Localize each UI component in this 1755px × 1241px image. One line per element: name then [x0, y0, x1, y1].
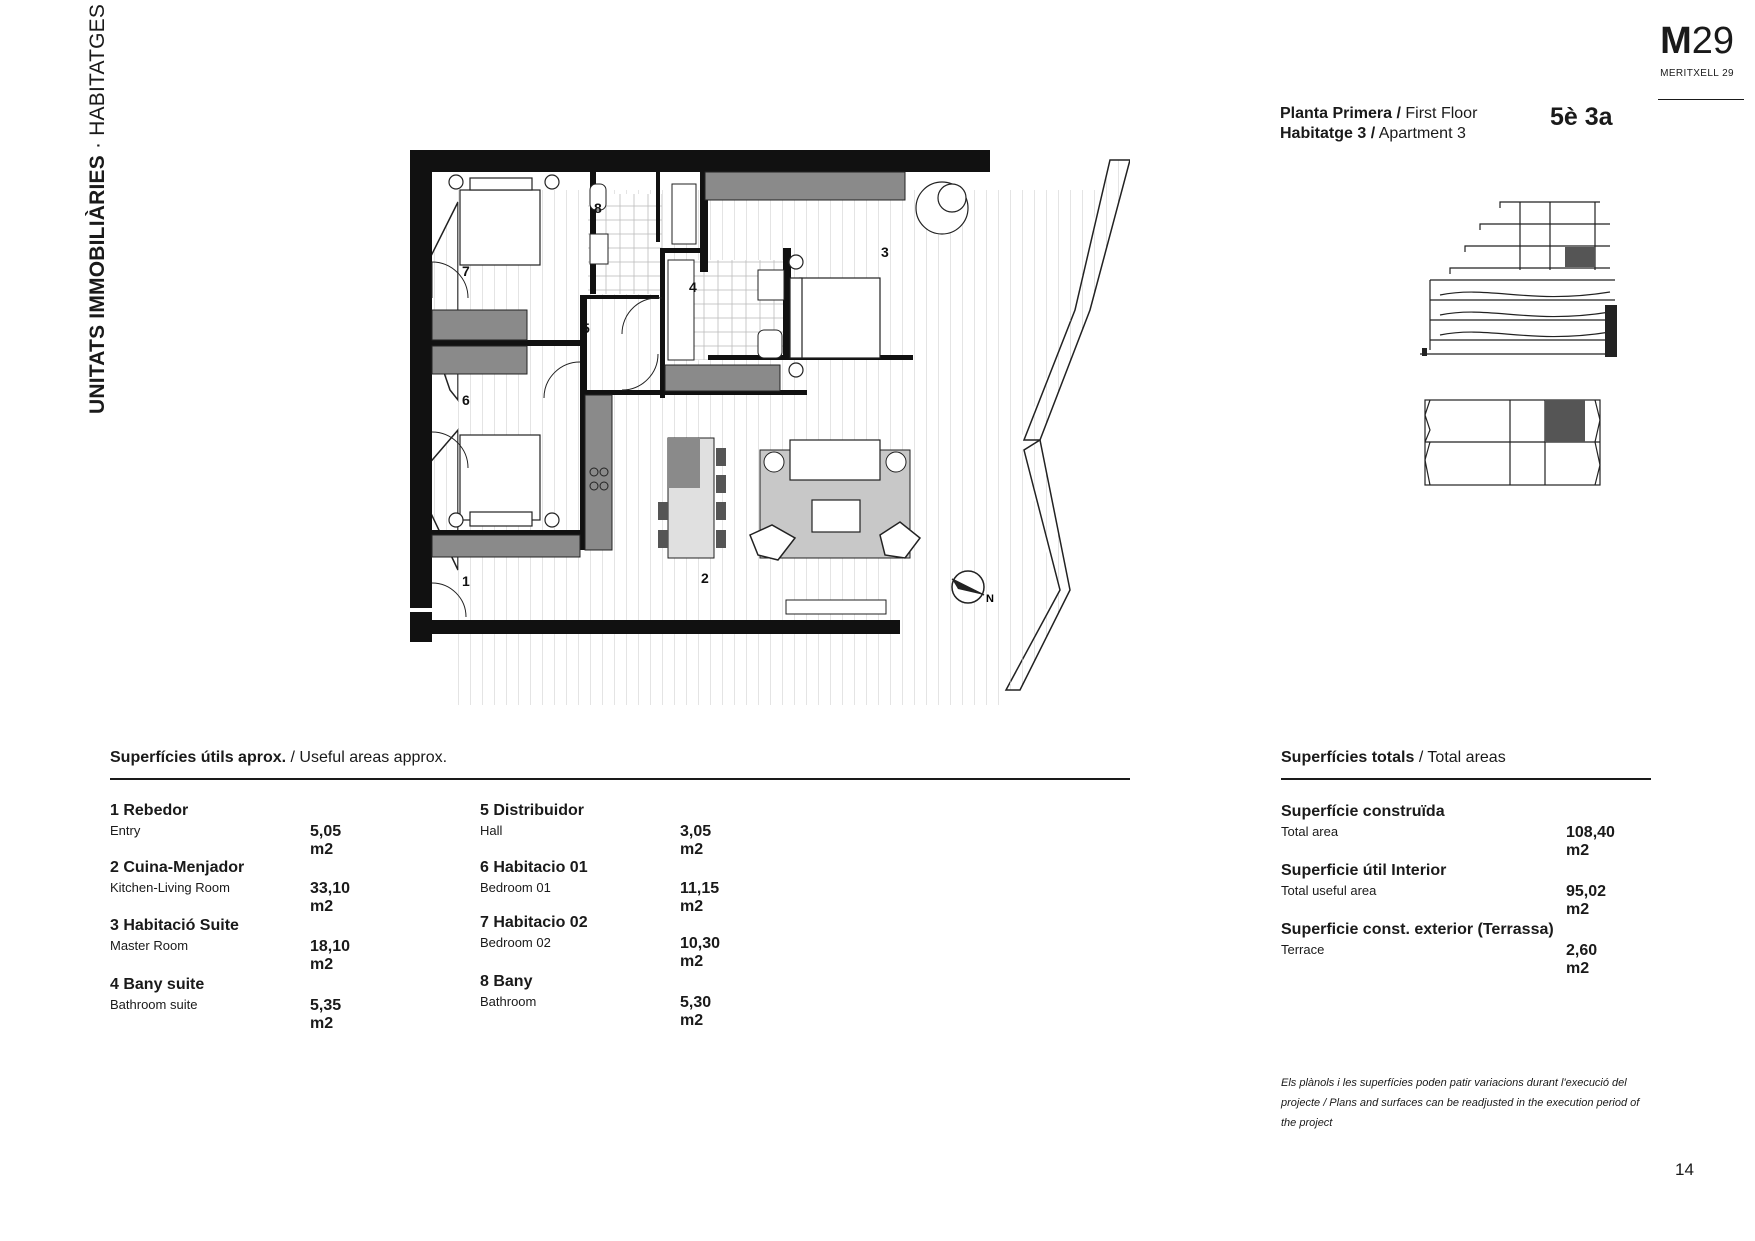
total-areas-heading-light: / Total areas	[1414, 749, 1506, 766]
room-sub: Kitchen-Living Room	[110, 880, 230, 895]
room-area: 5,05 m2	[310, 823, 342, 858]
total-name: Superficie útil Interior	[1281, 862, 1447, 879]
room-area: 18,10 m2	[310, 938, 351, 973]
compass-label: N	[986, 593, 994, 605]
total-useful	[1281, 862, 1607, 918]
logo-sub: MERITXELL 29	[1660, 68, 1734, 79]
total-sub: Total useful area	[1281, 883, 1377, 898]
room-sub: Master Room	[110, 938, 189, 953]
room-name: 7 Habitacio 02	[480, 914, 588, 931]
total-value: 95,02 m2	[1566, 883, 1607, 918]
compass	[952, 571, 984, 603]
room-number-7: 7	[462, 263, 470, 279]
room-sub: Hall	[480, 823, 503, 838]
room-bathroom	[480, 973, 712, 1029]
room-number-1: 1	[462, 573, 470, 589]
apartment-label-light: Apartment 3	[1375, 125, 1466, 142]
building-key-plan	[1410, 200, 1620, 500]
room-name: 2 Cuina-Menjador	[110, 859, 245, 876]
room-sub: Bathroom	[480, 994, 537, 1009]
room-sub: Bedroom 02	[480, 935, 551, 950]
logo-rule	[1658, 99, 1744, 100]
room-master	[110, 917, 351, 973]
total-name: Superfície construïda	[1281, 803, 1445, 820]
room-bedroom-01	[480, 859, 720, 915]
room-area: 5,35 m2	[310, 997, 342, 1032]
unit-code: 5è 3a	[1550, 103, 1613, 131]
total-value: 108,40 m2	[1566, 824, 1615, 859]
room-sub: Bathroom suite	[110, 997, 198, 1012]
total-value: 2,60 m2	[1566, 942, 1598, 977]
room-area: 11,15 m2	[680, 880, 720, 915]
total-sub: Terrace	[1281, 942, 1325, 957]
total-name: Superficie const. exterior (Terrassa)	[1281, 921, 1554, 938]
room-name: 4 Bany suite	[110, 976, 205, 993]
floor-info	[1280, 104, 1477, 144]
total-areas-rule	[1281, 778, 1651, 780]
side-title-light: · HABITATGES	[86, 3, 109, 156]
room-name: 3 Habitació Suite	[110, 917, 239, 934]
room-area: 5,30 m2	[680, 994, 712, 1029]
room-name: 1 Rebedor	[110, 802, 189, 819]
logo-mark-light: 29	[1691, 20, 1734, 62]
sofa	[790, 440, 880, 480]
side-title-strong: UNITATS IMMOBILIÀRIES	[86, 155, 109, 414]
room-area: 33,10 m2	[310, 880, 351, 915]
room-area: 3,05 m2	[680, 823, 712, 858]
side-title	[84, 3, 112, 416]
room-bedroom-02	[480, 914, 721, 970]
room-entry	[110, 802, 342, 858]
room-area: 10,30 m2	[680, 935, 721, 970]
total-areas-heading	[1281, 749, 1506, 767]
room-name: 8 Bany	[480, 973, 533, 990]
room-number-4: 4	[689, 279, 697, 295]
page-number: 14	[1675, 1160, 1694, 1179]
room-number-3: 3	[881, 244, 889, 260]
room-name: 5 Distribuidor	[480, 802, 585, 819]
room-kitchen-living	[110, 859, 351, 915]
room-bath-suite	[110, 976, 342, 1032]
logo-mark-bold: M	[1660, 20, 1692, 62]
room-number-5: 5	[582, 320, 590, 336]
room-sub: Entry	[110, 823, 141, 838]
floor-label-bold: Planta Primera /	[1280, 105, 1401, 122]
room-number-6: 6	[462, 392, 470, 408]
room-name: 6 Habitacio 01	[480, 859, 588, 876]
useful-areas-heading-light: / Useful areas approx.	[286, 749, 448, 766]
room-number-8: 8	[594, 200, 602, 216]
total-sub: Total area	[1281, 824, 1339, 839]
floor-label-light: First Floor	[1400, 105, 1478, 122]
total-built	[1281, 803, 1615, 859]
floor-plan	[410, 150, 1130, 720]
useful-areas-heading-bold: Superfícies útils aprox.	[110, 749, 287, 766]
disclaimer: Els plànols i les superfícies poden patir variacions durant l'execució del projecte / Plans and surfaces can be readjusted in the execution period of the project	[1281, 1077, 1640, 1129]
useful-areas-rule	[110, 778, 1130, 780]
room-number-2: 2	[701, 570, 709, 586]
apartment-label-bold: Habitatge 3 /	[1280, 125, 1376, 142]
total-areas-heading-bold: Superfícies totals	[1281, 749, 1415, 766]
room-sub: Bedroom 01	[480, 880, 551, 895]
total-terrace	[1281, 921, 1598, 977]
useful-areas-heading	[110, 749, 447, 767]
coffee-table	[812, 500, 860, 532]
room-hall	[480, 802, 712, 858]
logo	[1660, 20, 1734, 79]
